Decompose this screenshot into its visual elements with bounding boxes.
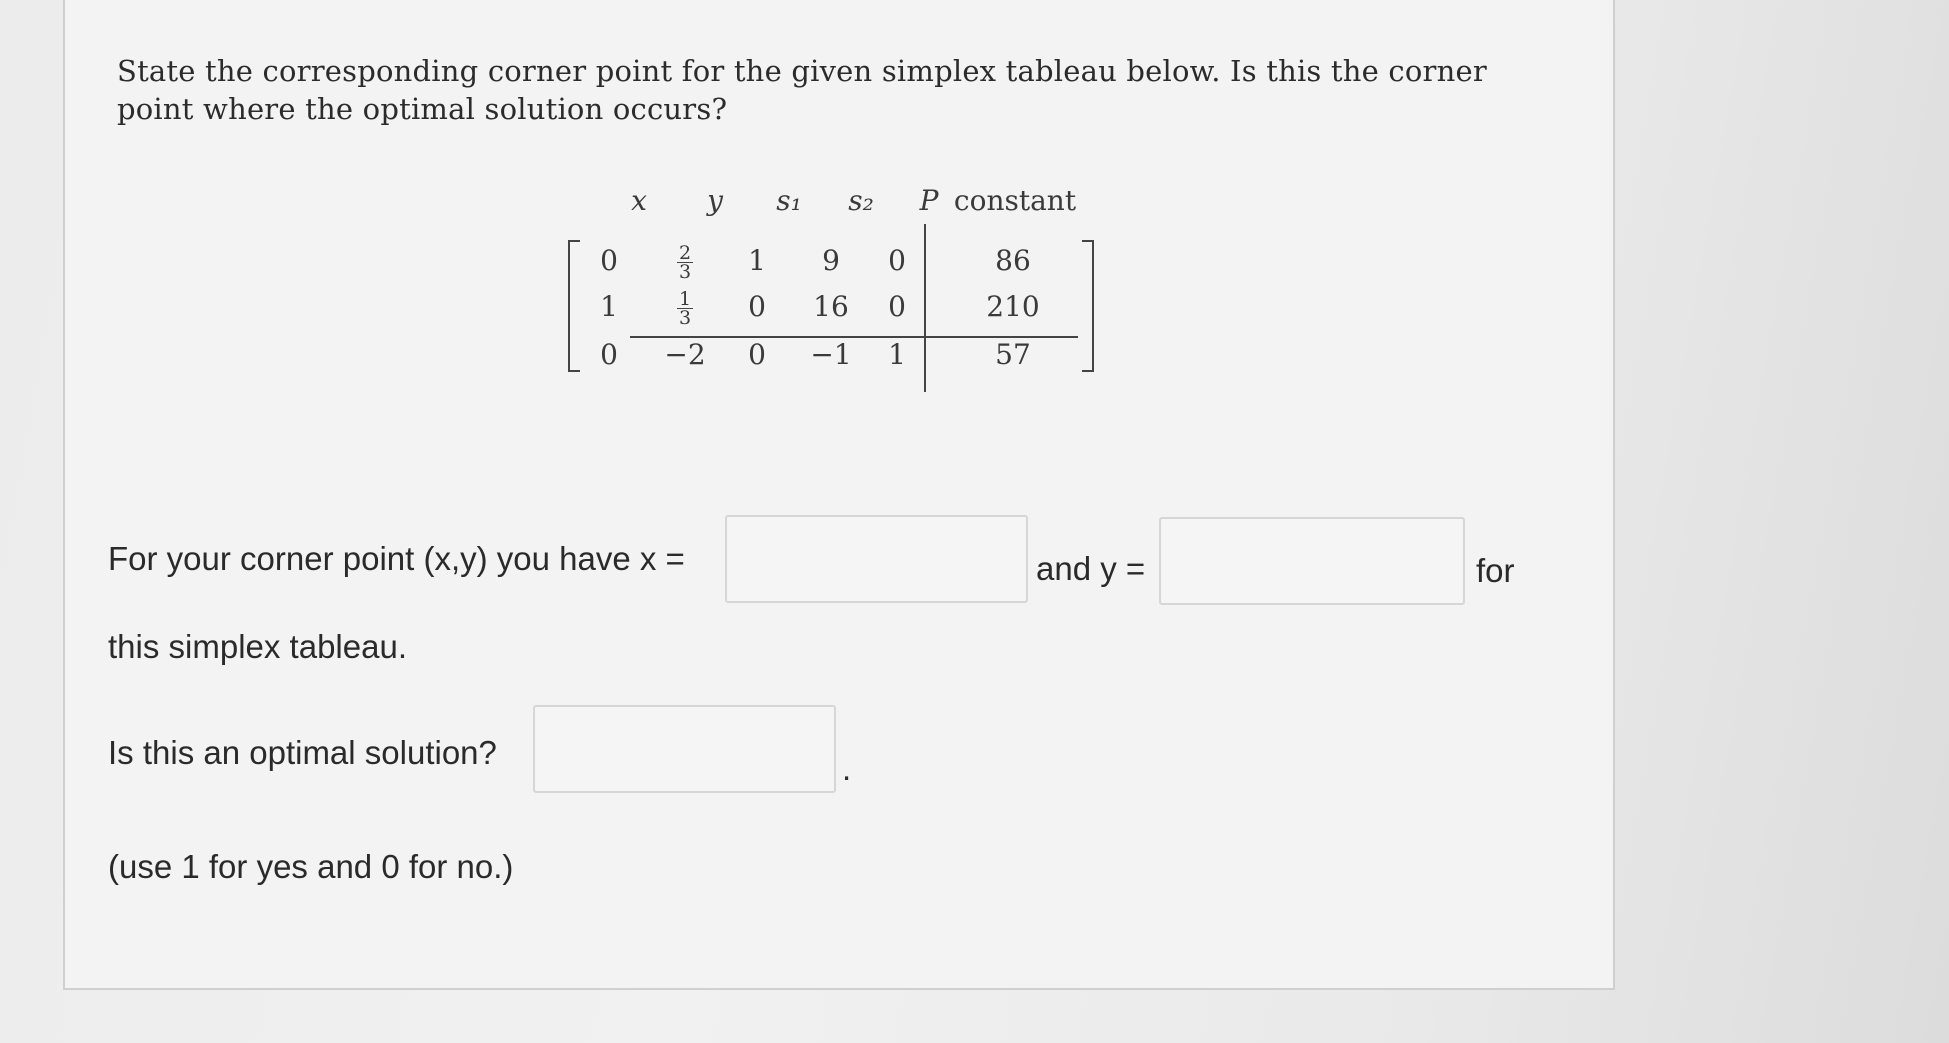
optimal-question: Is this an optimal solution? bbox=[108, 734, 497, 771]
header-constant: constant bbox=[953, 184, 1077, 217]
tableau-cell: 0 bbox=[600, 244, 618, 277]
tableau-cell: 1 bbox=[888, 338, 906, 371]
tableau-cell: 57 bbox=[995, 338, 1031, 371]
tableau-cell: 16 bbox=[813, 290, 849, 323]
tableau-cell: −2 bbox=[664, 338, 706, 371]
matrix-right-bracket bbox=[1082, 240, 1094, 372]
and-y-label: and y = bbox=[1036, 550, 1146, 587]
question-text: State the corresponding corner point for the given simplex tableau below. Is this the corner point where the optimal solution occurs? bbox=[117, 54, 1487, 126]
tableau-cell: 0 bbox=[888, 244, 906, 277]
tableau-cell-fraction: $\frac{2}{3}$ bbox=[678, 242, 692, 283]
header-s1: s₁ bbox=[776, 184, 802, 217]
tableau-cell: 86 bbox=[995, 244, 1031, 277]
tableau-cell: 0 bbox=[888, 290, 906, 323]
header-x: x bbox=[631, 184, 647, 217]
simplex-tableau bbox=[560, 180, 1120, 400]
x-value-input[interactable] bbox=[725, 515, 1028, 603]
tableau-cell: 1 bbox=[748, 244, 766, 277]
tableau-cell: 0 bbox=[600, 338, 618, 371]
tableau-cell-fraction: $\frac{1}{3}$ bbox=[678, 288, 692, 329]
header-s2: s₂ bbox=[848, 184, 874, 217]
header-p: P bbox=[919, 184, 939, 217]
tableau-cell: 0 bbox=[748, 338, 766, 371]
for-label: for bbox=[1476, 552, 1515, 589]
corner-point-prompt: For your corner point (x,y) you have x = bbox=[108, 540, 685, 577]
tableau-cell: −1 bbox=[810, 338, 852, 371]
period-mark: . bbox=[842, 750, 852, 787]
yes-no-hint: (use 1 for yes and 0 for no.) bbox=[108, 848, 514, 885]
tableau-continuation-text: this simplex tableau. bbox=[108, 628, 407, 665]
tableau-cell: 0 bbox=[748, 290, 766, 323]
y-value-input[interactable] bbox=[1159, 517, 1465, 605]
question-card bbox=[63, 0, 1615, 990]
header-y: y bbox=[707, 184, 723, 217]
tableau-cell: 9 bbox=[822, 244, 840, 277]
tableau-cell: 1 bbox=[600, 290, 618, 323]
optimal-solution-input[interactable] bbox=[533, 705, 836, 793]
tableau-cell: 210 bbox=[986, 290, 1040, 323]
